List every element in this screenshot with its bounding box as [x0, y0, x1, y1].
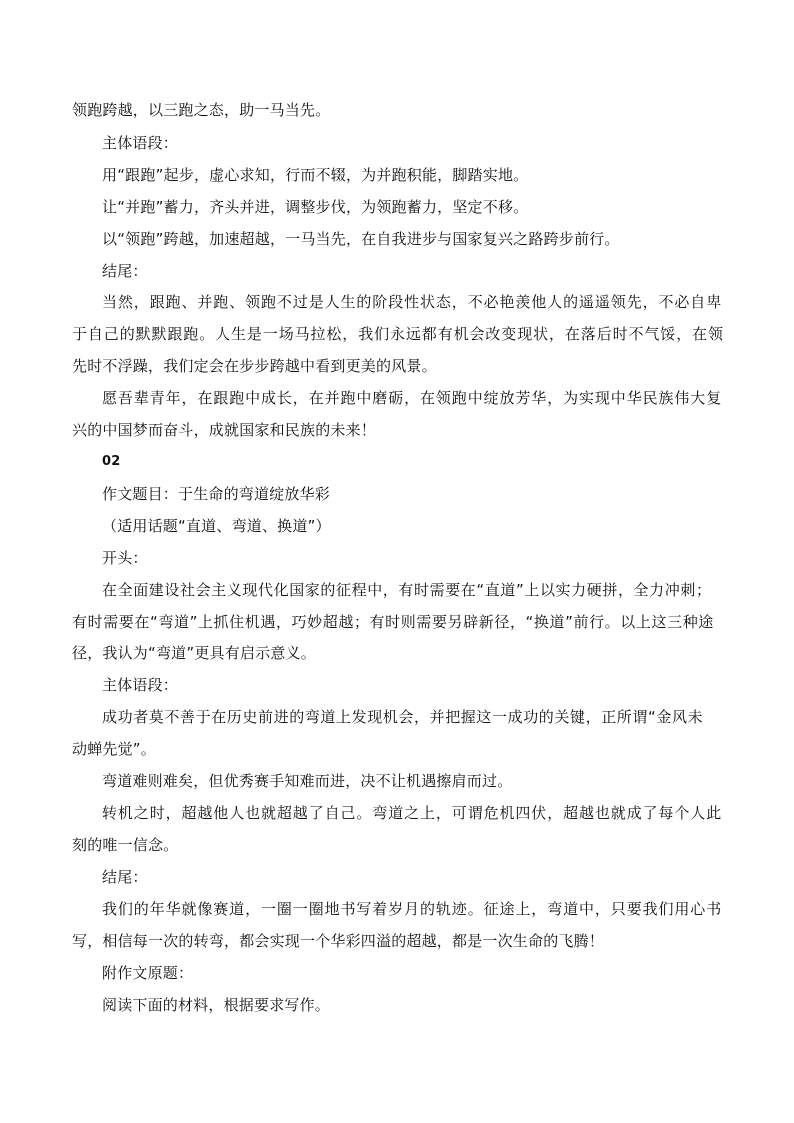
text-line: 让“并跑”蓄力，齐头并进，调整步伐，为领跑蓄力，坚定不移。: [102, 198, 529, 216]
text-line: 有时需要在“弯道”上抓住机遇，巧妙超越；有时则需要另辟新径，“换道”前行。以上这三种途: [72, 613, 714, 631]
text-line: 动蝉先觉”。: [72, 740, 156, 758]
text-line: 愿吾辈青年，在跟跑中成长，在并跑中磨砺，在领跑中绽放芳华，为实现中华民族伟大复: [102, 389, 723, 407]
section-heading-opening: 开头：: [102, 549, 148, 567]
text-line: 先时不浮躁，我们定会在步步跨越中看到更美的风景。: [72, 357, 437, 375]
text-line: 以“领跑”跨越，加速超越，一马当先，在自我进步与国家复兴之路跨步前行。: [102, 230, 620, 248]
text-line: 于自己的默默跟跑。人生是一场马拉松，我们永远都有机会改变现状，在落后时不气馁，在领: [72, 325, 724, 343]
section-heading-body: 主体语段：: [102, 134, 179, 152]
text-line: 领跑跨越，以三跑之态，助一马当先。: [72, 101, 331, 119]
text-line: 成功者莫不善于在历史前进的弯道上发现机会，并把握这一成功的关键，正所谓“金风未: [102, 708, 704, 726]
text-line: 兴的中国梦而奋斗，成就国家和民族的未来！: [72, 421, 377, 439]
text-line: 阅读下面的材料，根据要求写作。: [102, 996, 331, 1014]
applicable-topic: （适用话题“直道、弯道、换道”）: [102, 517, 331, 535]
text-line: 我们的年华就像赛道，一圈一圈地书写着岁月的轨迹。征途上，弯道中，只要我们用心书: [102, 900, 723, 918]
section-heading-ending: 结尾：: [102, 868, 148, 886]
section-heading-original-prompt: 附作文原题：: [102, 964, 194, 982]
section-heading-body: 主体语段：: [102, 676, 179, 694]
essay-title: 作文题目：于生命的弯道绽放华彩: [102, 485, 331, 503]
text-line: 径，我认为“弯道”更具有启示意义。: [72, 644, 316, 662]
text-line: 在全面建设社会主义现代化国家的征程中，有时需要在“直道”上以实力硬拼，全力冲刺；: [102, 581, 712, 599]
text-line: 转机之时，超越他人也就超越了自己。弯道之上，可谓危机四伏，超越也就成了每个人此: [102, 804, 723, 822]
text-line: 用“跟跑”起步，虚心求知，行而不辍，为并跑积能，脚踏实地。: [102, 166, 529, 184]
text-line: 当然，跟跑、并跑、领跑不过是人生的阶段性状态，不必艳羡他人的遥遥领先，不必自卑: [102, 293, 723, 311]
text-line: 写，相信每一次的转弯，都会实现一个华彩四溢的超越，都是一次生命的飞腾！: [72, 932, 605, 950]
section-number: 02: [102, 454, 121, 469]
text-line: 弯道难则难矣，但优秀赛手知难而进，决不让机遇擦肩而过。: [102, 772, 513, 790]
section-heading-ending: 结尾：: [102, 262, 148, 280]
text-line: 刻的唯一信念。: [72, 836, 179, 854]
